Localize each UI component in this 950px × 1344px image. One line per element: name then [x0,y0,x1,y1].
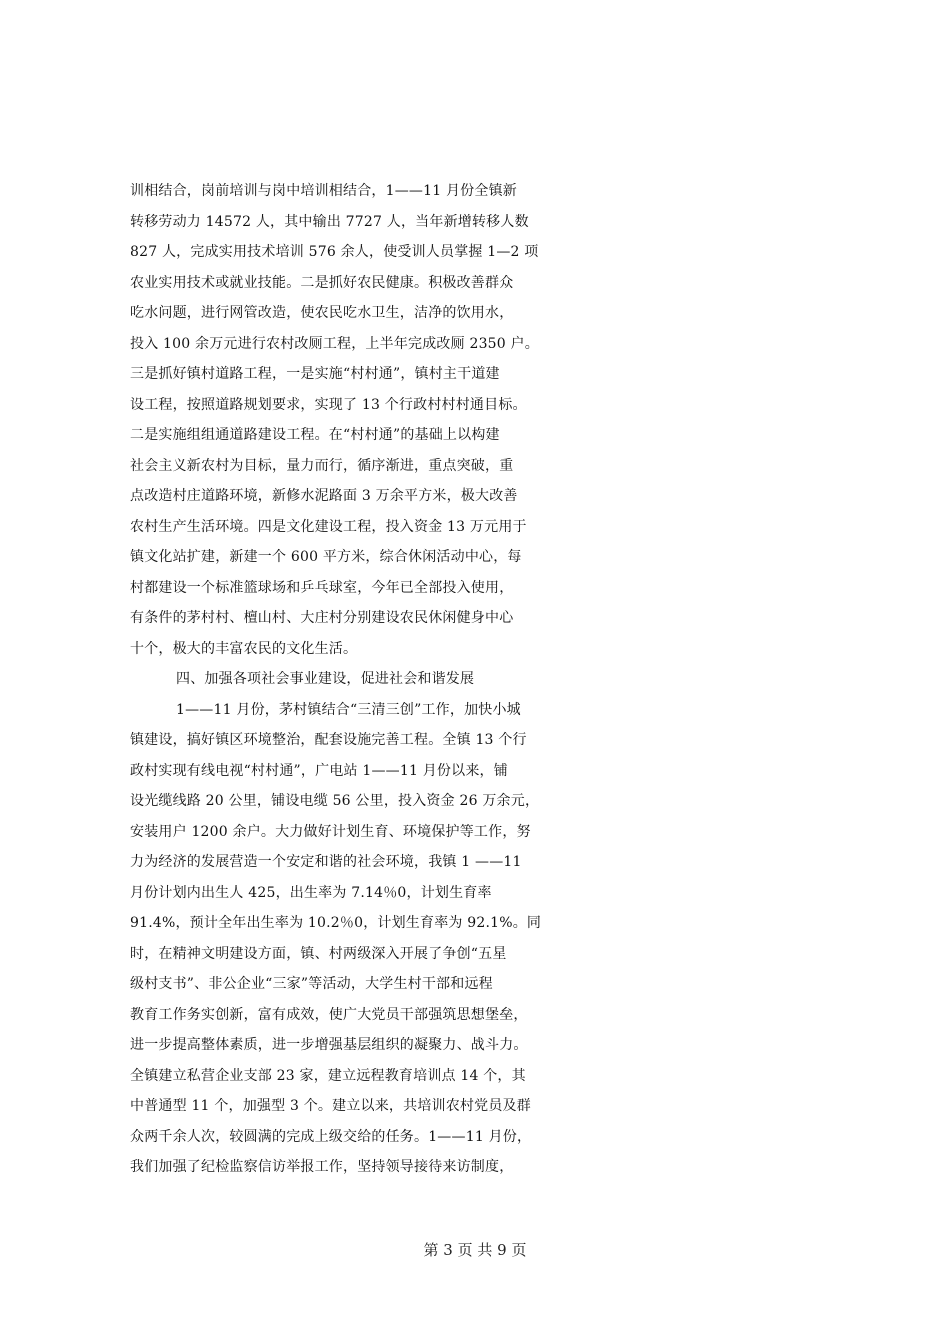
text-line: 训相结合，岗前培训与岗中培训相结合，1——11 月份全镇新 [130,183,517,199]
text-line: 十个，极大的丰富农民的文化生活。 [130,640,358,657]
text-line: 村都建设一个标准篮球场和乒乓球室，今年已全部投入使用， [130,579,514,596]
body-text [130,176,830,1183]
text-line: 三是抓好镇村道路工程，一是实施“村村通”，镇村主干道建 [130,366,500,382]
text-line: 1——11 月份，茅村镇结合“三清三创”工作，加快小城 [176,701,521,718]
text-line: 点改造村庄道路环境，新修水泥路面 3 万余平方米，极大改善 [130,488,518,504]
text-line: 级村支书”、非公企业“三家”等活动，大学生村干部和远程 [130,976,493,992]
text-line: 进一步提高整体素质，进一步增强基层组织的凝聚力、战斗力。 [130,1037,528,1053]
text-line: 政村实现有线电视“村村通”，广电站 1——11 月份以来，铺 [130,762,508,779]
text-line: 社会主义新农村为目标，量力而行，循序渐进，重点突破，重 [130,457,514,474]
text-line: 中普通型 11 个，加强型 3 个。建立以来，共培训农村党员及群 [130,1098,531,1114]
text-line: 全镇建立私营企业支部 23 家，建立远程教育培训点 14 个，其 [130,1067,526,1084]
text-line: 众两千余人次，较圆满的完成上级交给的任务。1——11 月份， [130,1128,532,1145]
text-line: 农村生产生活环境。四是文化建设工程，投入资金 13 万元用于 [130,518,527,535]
text-line: 安装用户 1200 余户。大力做好计划生育、环境保护等工作，努 [130,823,531,840]
text-line: 转移劳动力 14572 人，其中输出 7727 人，当年新增转移人数 [130,213,529,230]
page-footer: 第 3 页 共 9 页 [423,1241,527,1259]
text-line: 827 人，完成实用技术培训 576 余人，使受训人员掌握 1—2 项 [130,244,539,260]
text-line: 镇文化站扩建，新建一个 600 平方米，综合休闲活动中心，每 [130,549,522,565]
text-line: 吃水问题，进行网管改造，使农民吃水卫生，洁净的饮用水， [130,305,514,321]
text-line: 二是实施组组通道路建设工程。在“村村通”的基础上以构建 [130,427,500,443]
text-line: 四、加强各项社会事业建设，促进社会和谐发展 [176,671,475,687]
text-line: 我们加强了纪检监察信访举报工作，坚持领导接待来访制度， [130,1159,514,1175]
text-line: 时，在精神文明建设方面，镇、村两级深入开展了争创“五星 [130,945,507,962]
text-line: 设光缆线路 20 公里，铺设电缆 56 公里，投入资金 26 万余元， [130,793,540,809]
text-line: 月份计划内出生人 425，出生率为 7.14％0，计划生育率 [130,884,492,901]
text-line: 镇建设，搞好镇区环境整治，配套设施完善工程。全镇 13 个行 [130,732,527,748]
text-line: 有条件的茅村村、檀山村、大庄村分别建设农民休闲健身中心 [130,610,514,626]
text-line: 农业实用技术或就业技能。二是抓好农民健康。积极改善群众 [130,274,514,291]
text-line: 教育工作务实创新，富有成效，使广大党员干部强筑思想堡垒， [130,1006,528,1023]
text-line: 力为经济的发展营造一个安定和谐的社会环境，我镇 1 ——11 [130,854,522,870]
text-line: 91.4%，预计全年出生率为 10.2％0，计划生育率为 92.1%。同 [130,915,542,931]
text-line: 设工程，按照道路规划要求，实现了 13 个行政村村村通目标。 [130,396,527,413]
text-line: 投入 100 余万元进行农村改厕工程，上半年完成改厕 2350 户。 [130,335,539,352]
